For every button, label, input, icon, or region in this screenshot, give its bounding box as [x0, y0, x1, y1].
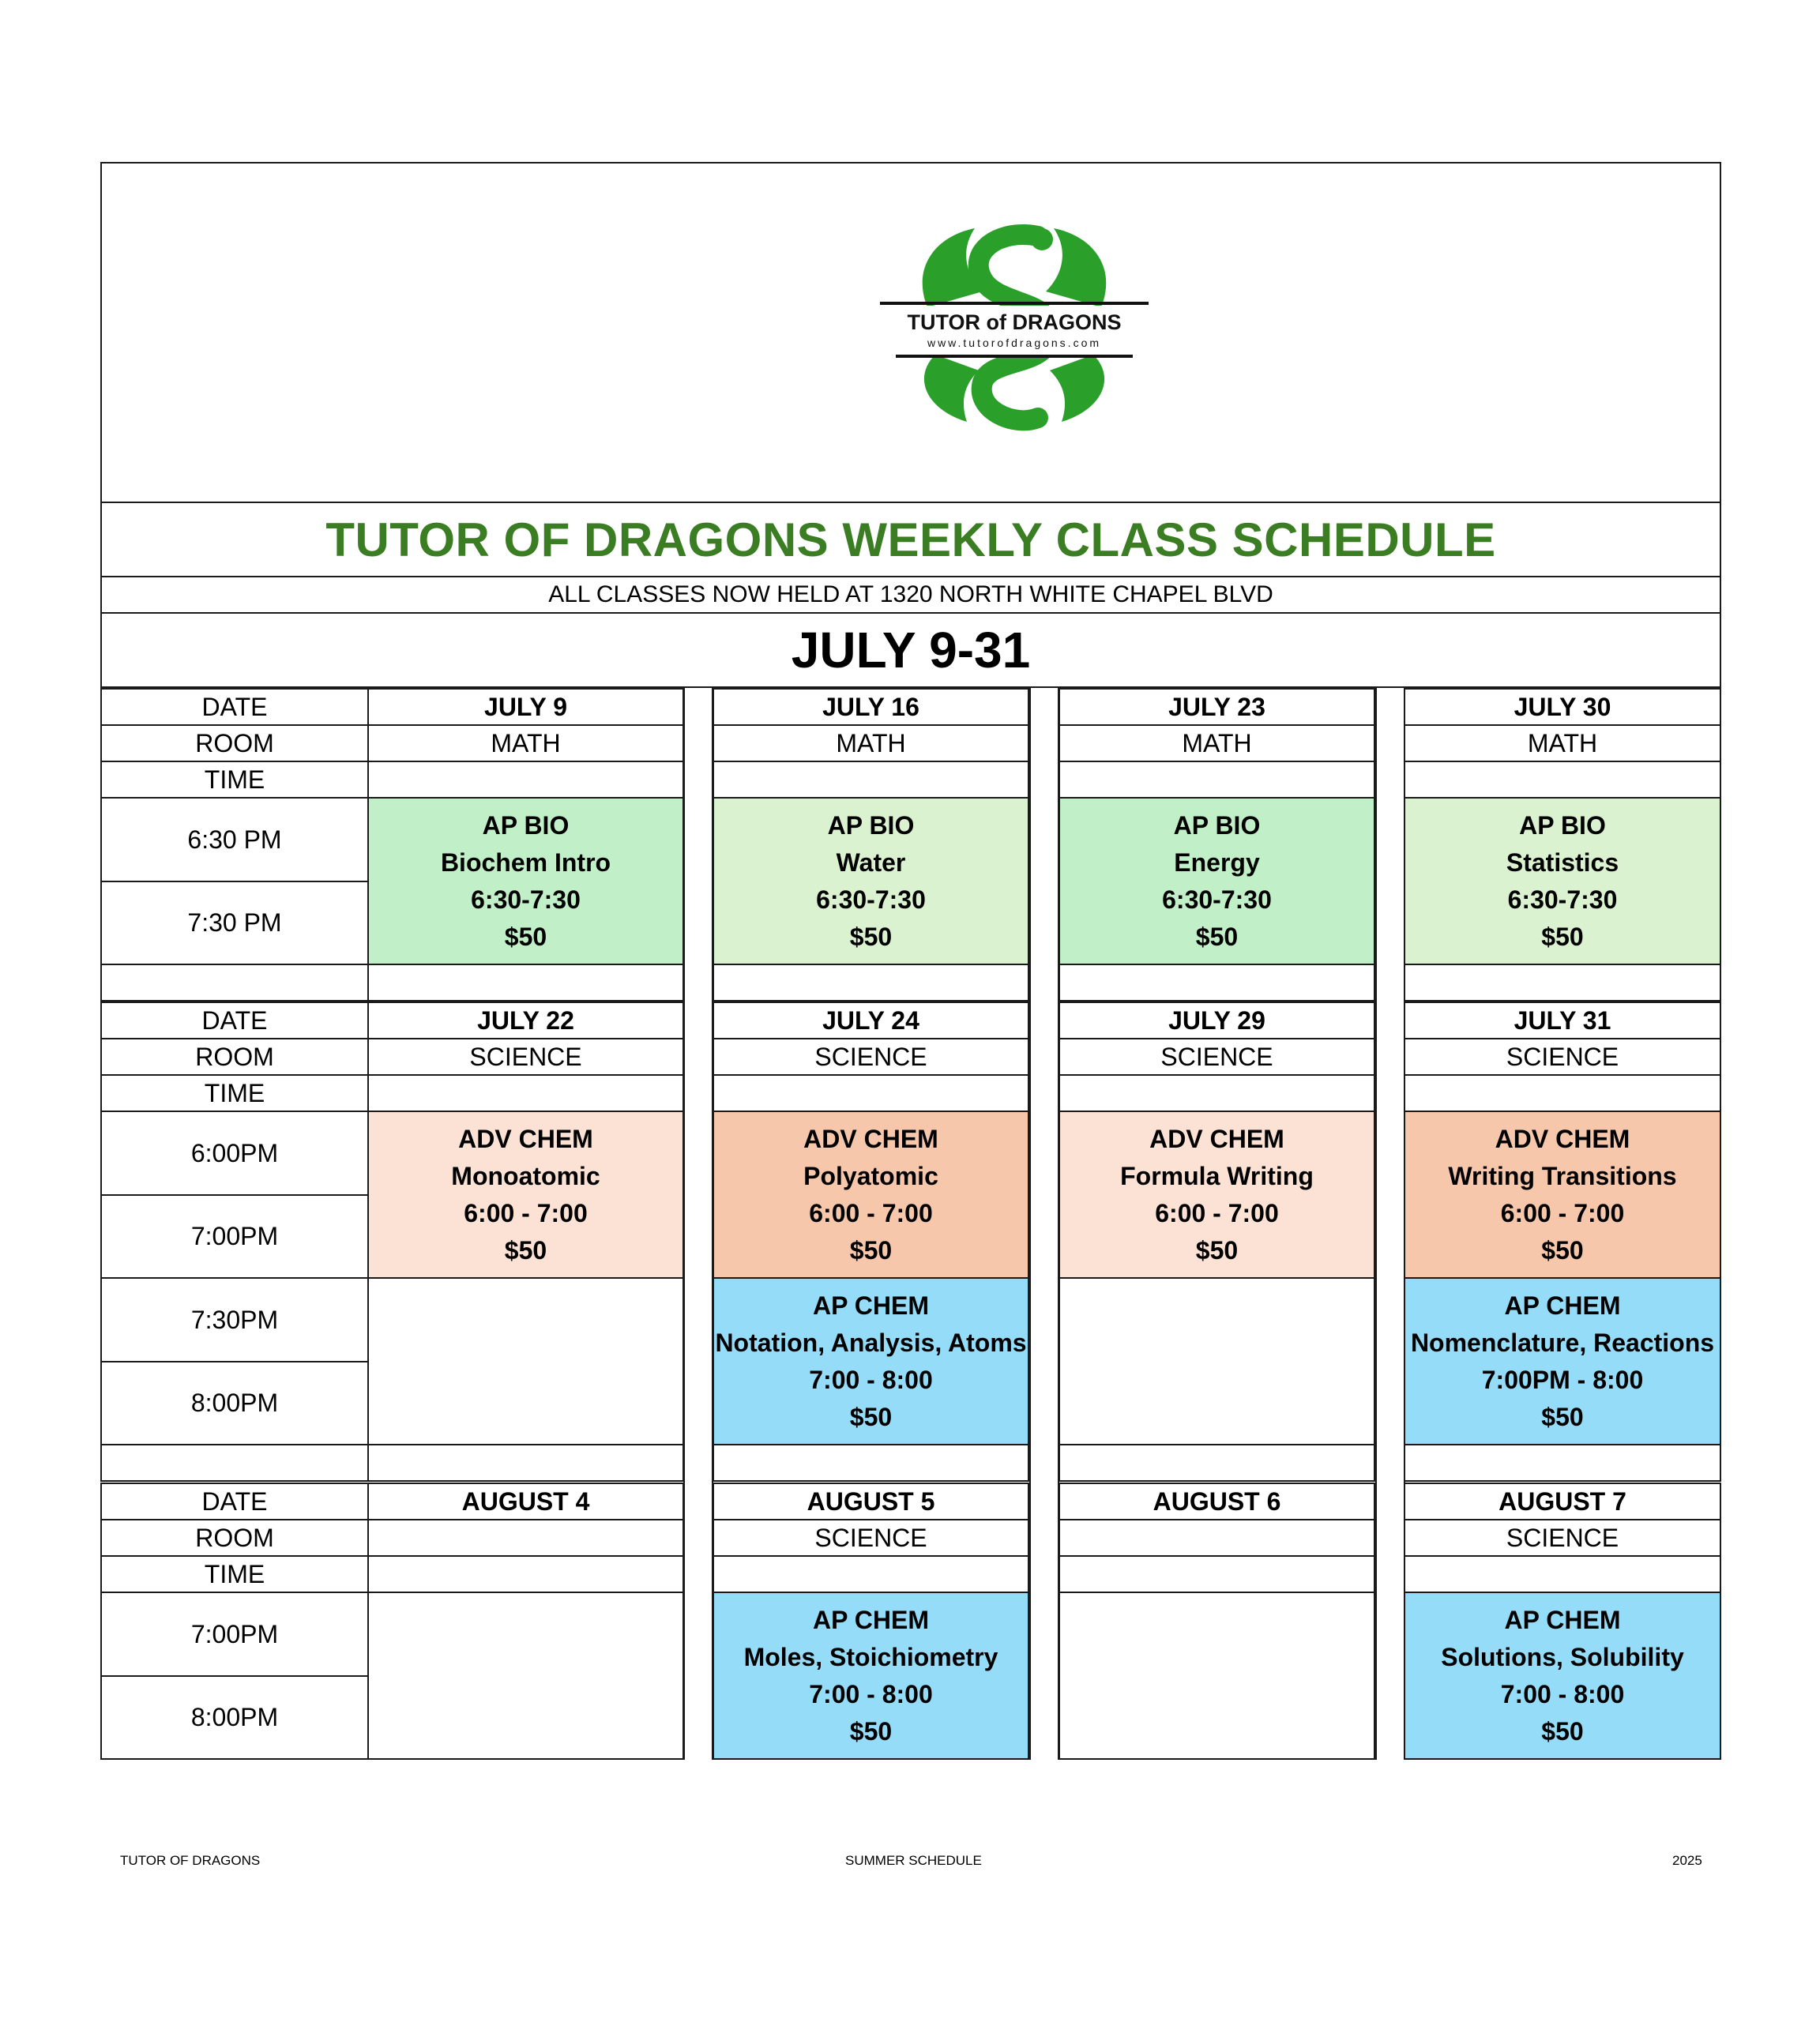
room-cell: SCIENCE [713, 1519, 1029, 1557]
class-time: 6:00 - 7:00 [809, 1198, 933, 1227]
class-cell [367, 1111, 684, 1279]
time-label: TIME [100, 1555, 369, 1593]
page-title: TUTOR OF DRAGONS WEEKLY CLASS SCHEDULE [100, 502, 1721, 577]
room-label: ROOM [100, 724, 369, 762]
footer-right: 2025 [1672, 1853, 1702, 1868]
class-price: $50 [1195, 1235, 1239, 1265]
spacer-cell [367, 1444, 684, 1482]
class-price: $50 [1541, 1235, 1584, 1265]
date-cell: JULY 24 [713, 1002, 1029, 1039]
room-cell: MATH [1059, 724, 1375, 762]
class-time: 6:30-7:30 [471, 885, 581, 914]
date-cell: JULY 30 [1404, 688, 1721, 726]
class-price: $50 [849, 1716, 893, 1746]
class-time: 6:00 - 7:00 [1500, 1198, 1625, 1227]
class-price: $50 [504, 1235, 547, 1265]
class-topic: Energy [1174, 848, 1260, 877]
class-cell [1059, 797, 1375, 965]
date-cell: AUGUST 5 [713, 1483, 1029, 1520]
class-time: 7:00 - 8:00 [809, 1365, 933, 1394]
spacer-cell [100, 964, 369, 1002]
time-cell [1404, 1074, 1721, 1112]
date-cell: JULY 9 [367, 688, 684, 726]
class-name: AP CHEM [813, 1291, 929, 1320]
spacer-cell [1404, 964, 1721, 1002]
class-time: 6:00 - 7:00 [1155, 1198, 1279, 1227]
class-name: AP CHEM [1504, 1605, 1621, 1634]
class-name: AP CHEM [1504, 1291, 1621, 1320]
time-cell [713, 1555, 1029, 1593]
empty-cell [367, 1592, 684, 1760]
class-topic: Formula Writing [1120, 1161, 1314, 1190]
class-cell [1404, 1592, 1721, 1760]
class-price: $50 [849, 1235, 893, 1265]
class-cell [1404, 1111, 1721, 1279]
class-name: AP BIO [827, 810, 915, 840]
spacer-cell [367, 964, 684, 1002]
time-slot: 7:00PM [100, 1592, 369, 1677]
date-cell: AUGUST 6 [1059, 1483, 1375, 1520]
time-cell [1059, 761, 1375, 799]
date-label: DATE [100, 1002, 369, 1039]
class-price: $50 [504, 922, 547, 951]
date-cell: AUGUST 4 [367, 1483, 684, 1520]
class-cell [713, 1111, 1029, 1279]
dragon-logo-icon [880, 220, 1149, 434]
class-price: $50 [849, 922, 893, 951]
class-cell [367, 797, 684, 965]
time-cell [1059, 1074, 1375, 1112]
class-cell [713, 1592, 1029, 1760]
spacer-cell [713, 1444, 1029, 1482]
class-cell [713, 797, 1029, 965]
class-name: ADV CHEM [458, 1124, 593, 1153]
room-cell [367, 1519, 684, 1557]
class-name: ADV CHEM [1149, 1124, 1284, 1153]
class-topic: Statistics [1506, 848, 1619, 877]
class-topic: Moles, Stoichiometry [743, 1642, 998, 1671]
time-cell [367, 1555, 684, 1593]
room-label: ROOM [100, 1038, 369, 1076]
class-cell [713, 1277, 1029, 1445]
class-topic: Nomenclature, Reactions [1410, 1328, 1715, 1357]
time-cell [713, 1074, 1029, 1112]
date-range: JULY 9-31 [100, 612, 1721, 688]
room-cell: MATH [713, 724, 1029, 762]
column-gap [1375, 688, 1405, 1760]
room-cell: SCIENCE [367, 1038, 684, 1076]
class-time: 6:30-7:30 [816, 885, 926, 914]
time-cell [367, 761, 684, 799]
empty-cell [1059, 1592, 1375, 1760]
spacer-cell [713, 964, 1029, 1002]
room-cell [1059, 1519, 1375, 1557]
class-name: AP BIO [482, 810, 570, 840]
empty-cell [1059, 1277, 1375, 1445]
date-cell: AUGUST 7 [1404, 1483, 1721, 1520]
class-time: 7:00 - 8:00 [809, 1679, 933, 1708]
class-time: 6:00 - 7:00 [464, 1198, 588, 1227]
spacer-cell [1404, 1444, 1721, 1482]
room-cell: MATH [1404, 724, 1721, 762]
class-name: AP BIO [1519, 810, 1606, 840]
class-topic: Notation, Analysis, Atoms [715, 1328, 1027, 1357]
time-cell [1059, 1555, 1375, 1593]
time-cell [1404, 1555, 1721, 1593]
page-subtitle: ALL CLASSES NOW HELD AT 1320 NORTH WHITE CHAPEL BLVD [100, 576, 1721, 614]
class-cell [1059, 1111, 1375, 1279]
time-slot: 8:00PM [100, 1675, 369, 1760]
room-cell: SCIENCE [713, 1038, 1029, 1076]
class-topic: Water [836, 848, 906, 877]
time-label: TIME [100, 1074, 369, 1112]
spacer-cell [100, 1444, 369, 1482]
class-topic: Polyatomic [803, 1161, 938, 1190]
svg-text:TUTOR of DRAGONS: TUTOR of DRAGONS [907, 310, 1122, 334]
class-time: 6:30-7:30 [1507, 885, 1618, 914]
date-label: DATE [100, 1483, 369, 1520]
time-slot: 8:00PM [100, 1361, 369, 1445]
class-price: $50 [1541, 922, 1584, 951]
time-cell [713, 761, 1029, 799]
room-cell: SCIENCE [1404, 1519, 1721, 1557]
class-price: $50 [1195, 922, 1239, 951]
class-time: 7:00 - 8:00 [1500, 1679, 1625, 1708]
class-time: 7:00PM - 8:00 [1481, 1365, 1644, 1394]
date-label: DATE [100, 688, 369, 726]
date-cell: JULY 16 [713, 688, 1029, 726]
empty-cell [367, 1277, 684, 1445]
time-cell [367, 1074, 684, 1112]
class-price: $50 [1541, 1402, 1584, 1431]
class-cell [1404, 1277, 1721, 1445]
class-time: 6:30-7:30 [1162, 885, 1272, 914]
svg-text:www.tutorofdragons.com: www.tutorofdragons.com [927, 336, 1102, 349]
room-cell: SCIENCE [1059, 1038, 1375, 1076]
time-slot: 6:30 PM [100, 797, 369, 882]
class-price: $50 [849, 1402, 893, 1431]
time-slot: 7:30 PM [100, 881, 369, 965]
time-label: TIME [100, 761, 369, 799]
class-topic: Solutions, Solubility [1441, 1642, 1684, 1671]
date-cell: JULY 23 [1059, 688, 1375, 726]
class-name: AP BIO [1173, 810, 1261, 840]
date-cell: JULY 22 [367, 1002, 684, 1039]
class-cell [1404, 797, 1721, 965]
footer-center: SUMMER SCHEDULE [845, 1853, 982, 1868]
date-cell: JULY 29 [1059, 1002, 1375, 1039]
time-cell [1404, 761, 1721, 799]
class-topic: Writing Transitions [1448, 1161, 1677, 1190]
class-topic: Monoatomic [451, 1161, 600, 1190]
class-name: ADV CHEM [1495, 1124, 1630, 1153]
time-slot: 7:30PM [100, 1277, 369, 1362]
room-label: ROOM [100, 1519, 369, 1557]
column-gap [683, 688, 713, 1760]
spacer-cell [1059, 964, 1375, 1002]
class-name: AP CHEM [813, 1605, 929, 1634]
class-price: $50 [1541, 1716, 1584, 1746]
footer-left: TUTOR OF DRAGONS [120, 1853, 261, 1868]
column-gap [1029, 688, 1059, 1760]
room-cell: MATH [367, 724, 684, 762]
spacer-cell [1059, 1444, 1375, 1482]
time-slot: 7:00PM [100, 1194, 369, 1279]
time-slot: 6:00PM [100, 1111, 369, 1196]
room-cell: SCIENCE [1404, 1038, 1721, 1076]
class-topic: Biochem Intro [440, 848, 611, 877]
class-name: ADV CHEM [803, 1124, 938, 1153]
date-cell: JULY 31 [1404, 1002, 1721, 1039]
logo-box [100, 162, 1721, 503]
